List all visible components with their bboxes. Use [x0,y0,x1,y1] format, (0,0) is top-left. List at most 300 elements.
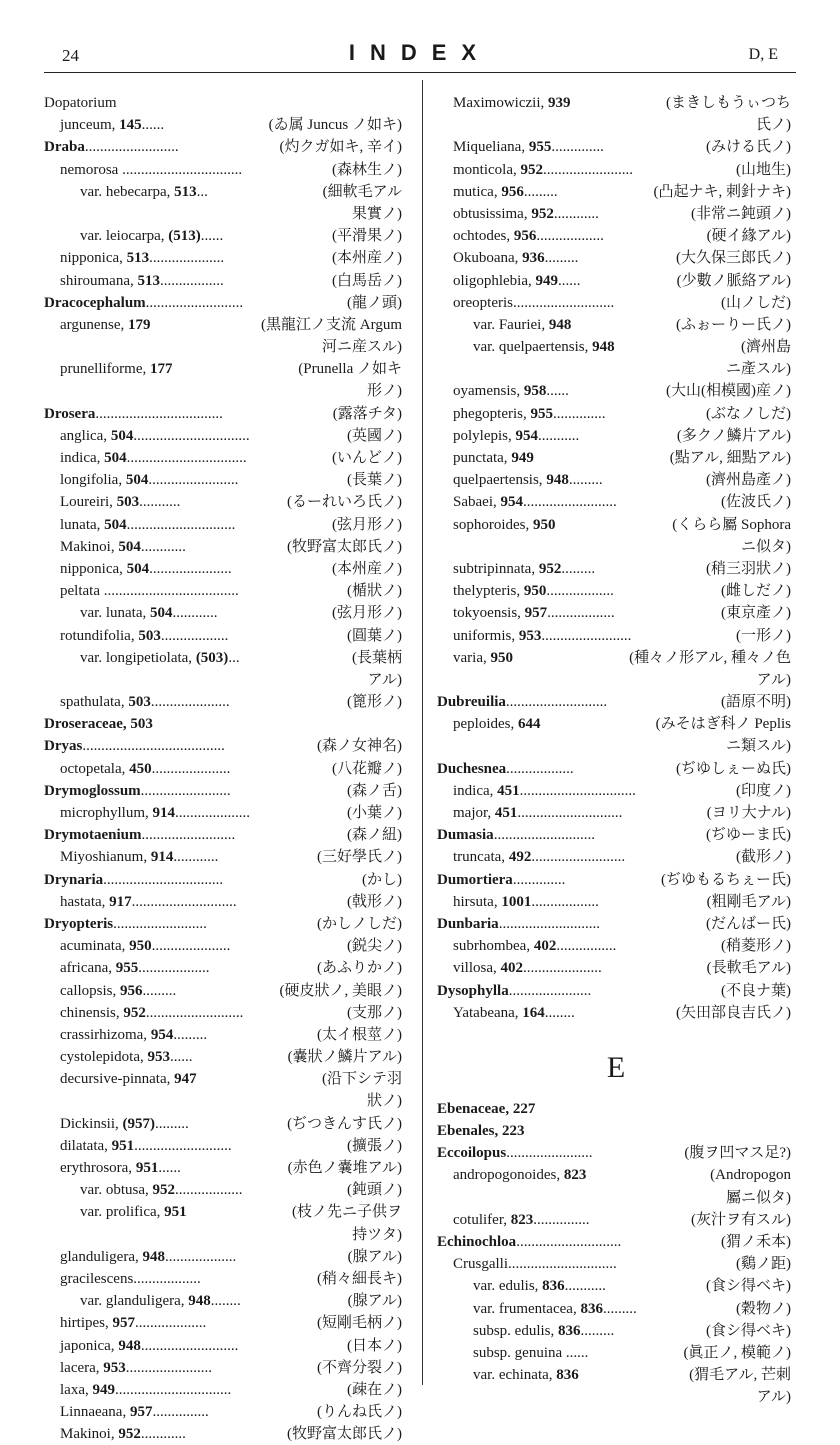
meaning-gloss: (山ノしだ) [719,292,791,314]
species-name: nemorosa [60,161,123,178]
dot-leader: ......... [173,1026,208,1043]
dot-leader: ................... [135,1315,207,1332]
page-ref: 953 [147,1049,170,1066]
meaning-gloss: (鋭尖ノ) [345,935,402,957]
page-ref: 957 [524,605,548,622]
meaning-gloss: (雌しだノ) [719,580,791,602]
dot-leader: ................ [556,938,617,955]
meaning-gloss: (黒龍江ノ支流 Argum [259,314,402,336]
species-name: microphyllum, [60,805,153,821]
dot-leader: ......... [544,250,579,267]
index-entry [437,647,795,669]
dot-leader: ........ [544,1004,575,1021]
meaning-gloss: (擴張ノ) [345,1135,402,1157]
meaning-gloss: (ふぉーりー氏ノ) [674,314,791,336]
meaning-gloss: (ぢゆしぇーぬ氏) [674,758,791,780]
dot-leader: ......... [155,1115,189,1132]
dot-leader: .......................... [134,1137,232,1154]
dot-leader: ...... [169,1049,193,1066]
index-entry [44,935,406,957]
genus-name: Droseraceae, [44,716,131,733]
dot-leader: .................. [175,1182,243,1199]
meaning-gloss: (凸起ナキ, 刺針ナキ) [652,181,792,203]
page-ref: 402 [500,960,523,977]
dot-leader: ............................ [131,893,237,910]
meaning-gloss: (だんばー氏) [704,913,791,935]
dot-leader: ............... [533,1211,590,1228]
species-name: anglica, [60,427,111,444]
dot-leader: ................... [138,960,210,977]
index-entry [44,1379,406,1401]
page-ref: 947 [174,1071,197,1088]
dot-leader: ......................... [84,139,179,156]
index-entry [437,713,795,735]
page-ref: 950 [533,516,556,533]
dot-leader: ............ [140,538,186,555]
left-index-column [44,92,406,1445]
meaning-gloss: (山地生) [734,159,791,181]
species-name: varia, [453,649,491,666]
index-entry [44,1201,406,1223]
page-ref: 504 [149,605,173,622]
meaning-gloss: (猬毛アル, 芒刺 [687,1364,791,1386]
index-entry [44,270,406,292]
dot-leader: ........................ [543,161,633,178]
dot-leader: ......... [523,183,558,200]
species-name: dilatata, [60,1137,112,1154]
index-entry [44,802,406,824]
genus-name: Drosera [44,405,96,422]
page-ref: 644 [518,716,541,733]
dot-leader: ...... [158,1160,181,1176]
dot-leader: ..................... [150,694,230,711]
index-entry [44,913,406,935]
dot-leader: ............................... [519,782,636,799]
species-name: var. leiocarpa, [80,228,169,245]
page-ref: (503) [195,649,229,666]
meaning-gloss: (截形ノ) [734,846,791,868]
index-entry [437,913,795,935]
meaning-gloss: (森ノ舌) [345,780,402,802]
meaning-gloss: (灼クガ如キ, 辛イ) [278,136,403,158]
meaning-gloss: (鈍頭ノ) [345,1179,402,1201]
page-ref: 492 [508,849,532,866]
genus-name: Dracocephalum [44,294,146,311]
species-name: laxa, [60,1381,93,1398]
genus-name: Draba [44,139,85,156]
dot-leader: .................... [175,805,250,821]
entry-continuation: ニ產スル) [726,361,791,378]
index-entry [44,735,406,757]
index-entry [44,425,406,447]
species-name: var. glanduligera, [80,1293,189,1310]
species-name: africana, [60,960,116,977]
page-ref: 914 [152,805,175,821]
index-entry [44,136,406,158]
index-entry [437,1342,795,1364]
index-entry [437,203,795,225]
meaning-gloss: (森林生ノ) [330,159,402,181]
species-name: erythrosora, [60,1160,136,1176]
index-entry [437,691,795,713]
meaning-gloss: (長軟毛アル) [705,957,791,979]
page-ref: 503 [130,716,153,733]
index-entry [44,1268,406,1290]
meaning-gloss: (大山(相模國)産ノ) [664,380,791,402]
page-ref: 954 [500,494,523,511]
page-ref: 952 [152,1182,175,1199]
species-name: villosa, [453,960,501,977]
column-divider [422,80,423,1385]
index-entry [437,380,795,402]
page-ref: 503 [116,494,140,511]
meaning-gloss: (矢田部良吉氏ノ) [674,1002,791,1024]
page-ref: 951 [135,1160,159,1176]
meaning-gloss: (濟州島 [739,336,791,358]
index-entry [44,957,406,979]
dot-leader: .................................. [95,405,223,422]
dot-leader: ..................... [151,938,231,955]
species-name: uniformis, [453,627,519,644]
dot-leader: ............ [172,605,218,622]
index-entry [44,536,406,558]
meaning-gloss: (印度ノ) [734,780,791,802]
dot-leader: ....................... [506,1145,593,1162]
index-entry [44,1401,406,1423]
page-ref: 177 [149,361,173,378]
meaning-gloss: (森ノ紐) [345,824,402,846]
index-entry [44,780,406,802]
index-entry [437,980,795,1002]
species-name: Dopatorium [44,95,117,111]
index-entry [437,247,795,269]
dot-leader: ................... [164,1248,237,1265]
page-ref: 950 [490,649,513,666]
meaning-gloss: (八花瓣ノ) [330,758,402,780]
species-name: oligophlebia, [453,272,536,289]
index-entry [437,425,795,447]
page-ref: 950 [523,583,547,600]
index-entry [44,225,406,247]
dot-leader: ................................ [122,161,243,178]
dot-leader: ............................ [517,805,623,821]
index-entry [44,1068,406,1090]
meaning-gloss: (ぢゆもるちぇー氏) [659,869,791,891]
species-name: oyamensis, [453,383,524,400]
genus-name: Echinochloa [437,1234,517,1250]
species-name: prunelliforme, [60,361,150,378]
species-name: shiroumana, [60,272,138,289]
dot-leader: .................. [536,228,604,245]
index-entry [44,1135,406,1157]
page-ref: 949 [535,272,558,289]
page-title: INDEX [348,40,492,65]
meaning-gloss: (稍菱形ノ) [719,935,791,957]
index-entry [44,1335,406,1357]
meaning-gloss: (食シ得ベキ) [704,1320,791,1342]
page-ref: 953 [518,627,542,644]
index-entry [437,469,795,491]
index-entry [44,580,406,602]
meaning-gloss: (ゐ属 Juncus ノ如キ) [267,114,402,136]
genus-name: Ebenales, [437,1123,503,1140]
species-name: subsp. edulis, [473,1322,559,1339]
meaning-gloss: (平滑果ノ) [330,225,402,247]
species-name: chinensis, [60,1004,124,1021]
dot-leader: ............................... [114,1381,232,1398]
index-entry [437,869,795,891]
species-name: glanduligera, [60,1248,143,1265]
page-ref: 823 [563,1167,587,1184]
dot-leader: ......... [568,472,603,489]
page-ref: 949 [92,1381,115,1398]
dot-leader: .................. [546,583,614,600]
page-ref: 951 [111,1137,135,1154]
genus-name: Dumortiera [437,871,513,888]
meaning-gloss: (灰汁ヲ有スル) [689,1209,791,1231]
species-name: peploides, [453,716,518,733]
meaning-gloss: (語原不明) [719,691,791,713]
index-entry [44,92,406,114]
species-name: longifolia, [60,472,126,489]
entry-continuation: 持ツタ) [352,1226,402,1243]
species-name: truncata, [453,849,509,866]
dot-leader: ............................. [126,516,236,533]
meaning-gloss: (少數ノ脈絡アル) [675,270,791,292]
page-ref: 936 [522,250,545,267]
meaning-gloss: (佐波氏ノ) [719,491,791,513]
index-entry [44,1179,406,1201]
entry-continuation: ニ類スル) [726,738,791,755]
genus-name: Dunbaria [437,915,499,932]
dot-leader: ........ [210,1293,241,1310]
dot-leader: ........................... [493,827,595,844]
meaning-gloss: (枝ノ先ニ子供ヲ [290,1201,402,1223]
meaning-gloss: (腺アル) [346,1246,402,1268]
index-entry [437,1002,795,1024]
entry-continuation: アル) [756,1389,791,1406]
index-entry [437,1209,795,1231]
genus-name: Dryopteris [44,915,114,932]
index-entry [437,159,795,181]
dot-leader: .......................... [140,1337,239,1354]
meaning-gloss: (龍ノ頭) [345,292,402,314]
index-entry [437,1320,795,1342]
entry-continuation: 河ニ産スル) [322,339,402,356]
page-ref: 952 [538,560,562,577]
dot-leader: ......................... [522,494,617,511]
species-name: quelpaertensis, [453,472,547,489]
page-ref: 952 [520,161,543,178]
page-number: 24 [62,46,79,65]
page-ref: 956 [513,228,537,245]
species-name: var. edulis, [473,1278,543,1295]
index-entry [437,92,795,114]
dot-leader: ................................ [103,871,224,888]
meaning-gloss: (赤色ノ嚢堆アル) [286,1157,402,1179]
species-name: monticola, [453,161,521,178]
meaning-gloss: (ぢつきんす氏ノ) [285,1113,402,1135]
species-name: var. longipetiolata, [80,649,196,666]
entry-continuation: アル) [756,671,791,688]
index-entry [44,491,406,513]
index-entry [437,225,795,247]
page-ref: 951 [164,1204,187,1221]
page-ref: 957 [112,1315,135,1332]
page-ref: 952 [123,1004,146,1021]
page-ref: 223 [502,1123,525,1140]
index-entry [44,1002,406,1024]
dot-leader: ...................... [149,560,232,577]
page-ref: 164 [522,1004,545,1021]
meaning-gloss: (小葉ノ) [345,802,402,824]
meaning-gloss: (まきしもうぃつち [664,92,791,114]
meaning-gloss: (英國ノ) [345,425,402,447]
species-name: Makinoi, [60,538,119,555]
meaning-gloss: (點アル, 細點アル) [668,447,791,469]
index-entry [44,1423,406,1445]
dot-leader: ..................... [523,960,602,977]
genus-name: Dysophylla [437,982,509,999]
species-name: decursive-pinnata, [60,1071,175,1088]
index-entry [44,691,406,713]
meaning-gloss: (日本ノ) [345,1335,402,1357]
species-name: oreopteris [453,294,513,311]
page-ref: 953 [103,1359,126,1376]
species-name: var. obtusa, [80,1182,153,1199]
species-name: Linnaeana, [60,1404,130,1421]
index-entry [44,1046,406,1068]
meaning-gloss: (かしノしだ) [315,913,402,935]
species-name: hirtipes, [60,1315,113,1332]
index-entry [44,1157,406,1179]
index-entry [44,181,406,203]
index-entry [437,625,795,647]
species-name: hastata, [60,893,110,910]
species-name: mutica, [453,183,502,200]
meaning-gloss: (みそはぎ科ノ Peplis [654,713,791,735]
page-ref: 836 [542,1278,565,1295]
dot-leader: ......... [580,1322,615,1339]
meaning-gloss: (硬皮狀ノ, 美眼ノ) [278,980,403,1002]
dot-leader: .................. [506,760,574,777]
species-name: var. quelpaertensis, [473,339,593,356]
index-entry [44,1290,406,1312]
dot-leader: .................. [160,627,229,644]
dot-leader: ........................ [148,472,239,489]
page-ref: 948 [188,1293,211,1310]
index-entry [437,1120,795,1142]
index-entry [44,758,406,780]
meaning-gloss: (稍三羽狀ノ) [704,558,791,580]
species-name: var. prolifica, [80,1204,165,1221]
dot-leader: ...................................... [82,738,225,755]
index-entry [437,336,795,358]
dot-leader: ...... [558,272,581,289]
index-entry [437,447,795,469]
dot-leader: ............ [173,849,219,866]
meaning-gloss: (東京產ノ) [719,602,791,624]
genus-name: Drymotaenium [44,827,142,844]
species-name: rotundifolia, [60,627,139,644]
meaning-gloss: (不良ナ葉) [719,980,791,1002]
index-entry [44,114,406,136]
index-entry [437,1142,795,1164]
page-ref: 914 [150,849,174,866]
dot-leader: .......................... [145,294,244,311]
index-entry [437,602,795,624]
dot-leader: ......................... [113,915,207,932]
page-ref: 955 [528,139,552,156]
page-ref: 503 [128,694,151,711]
dot-leader: ............................. [508,1256,617,1273]
index-entry [437,181,795,203]
index-entry [44,469,406,491]
species-name: subtripinnata, [453,560,539,577]
page-ref: 504 [125,472,149,489]
dot-leader: ... [196,183,208,200]
meaning-gloss: (本州産ノ) [330,558,402,580]
page-header [44,36,796,76]
page-ref: 823 [510,1211,534,1228]
species-name: punctata, [453,450,512,466]
dot-leader: ............ [140,1426,186,1443]
page-ref: (957) [122,1115,155,1132]
meaning-gloss: (Andropogon [708,1164,791,1186]
dot-leader: ........... [564,1278,606,1295]
meaning-gloss: (露落チタ) [331,403,402,425]
dot-leader: .................. [133,1270,201,1287]
species-name: crassirhizoma, [60,1026,151,1043]
meaning-gloss: (三好學氏ノ) [315,846,402,868]
species-name: cystolepidota, [60,1049,148,1066]
species-name: gracilescens [60,1270,134,1287]
genus-name: Drymoglossum [44,782,141,799]
meaning-gloss: (眞正ノ, 模範ノ) [682,1342,792,1364]
index-entry [437,1364,795,1386]
dot-leader: ......................... [141,827,236,844]
index-entry [44,625,406,647]
index-entry [437,935,795,957]
meaning-gloss: (りんね氏ノ) [315,1401,402,1423]
page-ref: 954 [150,1026,174,1043]
entry-continuation: 屬ニ似タ) [726,1189,791,1206]
species-name: Makinoi, [60,1426,119,1443]
species-name: subrhombea, [453,938,534,955]
species-name: var. frumentacea, [473,1300,581,1317]
meaning-gloss: (いんどノ) [330,447,402,469]
meaning-gloss: (みける氏ノ) [704,136,791,158]
entry-continuation: アル) [367,671,402,688]
species-name: Miqueliana, [453,139,529,156]
entry-continuation: ニ似タ) [741,538,791,555]
species-name: acuminata, [60,938,130,955]
species-name: phegopteris, [453,405,531,422]
meaning-gloss: (るーれいろ氏ノ) [285,491,402,513]
meaning-gloss: (牧野富太郎氏ノ) [285,536,402,558]
species-name: octopetala, [60,760,130,777]
dot-leader: ........................ [541,627,632,644]
species-name: Okuboana, [453,250,523,267]
index-entry [437,1231,795,1253]
page-ref: 958 [523,383,547,400]
spacer [437,1024,795,1038]
page-ref: 954 [515,427,538,444]
page-ref: 451 [497,782,520,799]
index-entry [437,1298,795,1320]
dot-leader: ........... [538,427,580,444]
species-name: lacera, [60,1359,104,1376]
